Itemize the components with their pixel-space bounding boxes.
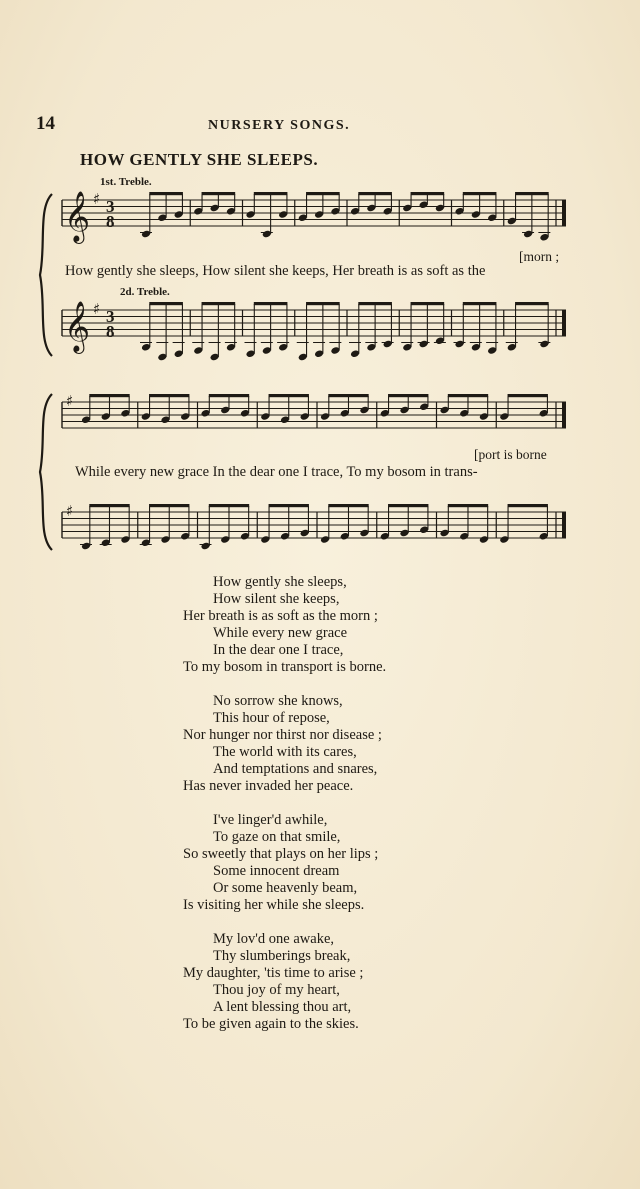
note-beam xyxy=(202,302,236,305)
treble-clef-icon: 𝄞 xyxy=(64,301,91,352)
poem-line: To be given again to the skies. xyxy=(183,1016,359,1032)
lyrics-system-2-continuation: [port is borne xyxy=(474,447,547,462)
poem-stanza xyxy=(0,812,640,914)
poem-line: A lent blessing thou art, xyxy=(213,999,352,1015)
note-beam xyxy=(448,394,488,397)
note-beam xyxy=(515,302,549,305)
note-beam xyxy=(508,394,548,397)
poem-line: While every new grace xyxy=(213,625,348,641)
running-head: NURSERY SONGS. xyxy=(208,118,351,133)
note-beam xyxy=(411,192,445,195)
lyrics-system-2: While every new grace In the dear one I trace, To my bosom in trans- xyxy=(75,464,478,480)
poem-line: And temptations and snares, xyxy=(213,761,378,777)
note-beam xyxy=(448,504,488,507)
treble-2-label: 2d. Treble. xyxy=(120,286,170,298)
poem-line: Thy slumberings break, xyxy=(213,948,351,964)
poem-text xyxy=(0,574,640,1050)
poem-line: In the dear one I trace, xyxy=(213,642,344,658)
note-beam xyxy=(269,504,309,507)
sharp-icon: ♯ xyxy=(66,391,74,410)
system-2-brace xyxy=(30,390,60,554)
note-beam xyxy=(89,504,129,507)
final-bar xyxy=(562,310,566,336)
poem-line: Is visiting her while she sleeps. xyxy=(183,897,365,913)
staff-treble-1 xyxy=(60,186,572,250)
note-beam xyxy=(328,504,368,507)
poem-line: How gently she sleeps, xyxy=(213,574,347,590)
staff-system-2-lower xyxy=(60,498,572,562)
poem-line: How silent she keeps, xyxy=(213,591,340,607)
final-bar xyxy=(562,200,566,226)
poem-line: So sweetly that plays on her lips ; xyxy=(183,846,379,862)
poem-stanza xyxy=(0,574,640,676)
note-beam xyxy=(209,504,249,507)
time-signature-top: 3 xyxy=(106,307,115,326)
system-1-brace xyxy=(30,190,60,360)
note-beam xyxy=(269,394,309,397)
note-beam xyxy=(388,504,428,507)
staff-treble-2 xyxy=(60,296,572,370)
note-beam xyxy=(463,192,497,195)
poem-line: Or some heavenly beam, xyxy=(213,880,358,896)
lyrics-system-1: How gently she sleeps, How silent she keeps, Her breath is as soft as the xyxy=(65,263,486,279)
poem-line: My daughter, 'tis time to arise ; xyxy=(183,965,364,981)
poem-stanza xyxy=(0,693,640,795)
poem-line: I've linger'd awhile, xyxy=(213,812,328,828)
note-beam xyxy=(202,192,236,195)
note-beam xyxy=(149,394,189,397)
poem-stanza xyxy=(0,931,640,1033)
time-signature-bottom: 8 xyxy=(106,212,115,231)
staff-system-2-upper xyxy=(60,388,572,452)
note-beam xyxy=(358,192,392,195)
treble-clef-icon: 𝄞 xyxy=(64,191,91,242)
treble-1-label: 1st. Treble. xyxy=(100,176,152,188)
note-beam xyxy=(411,302,445,305)
poem-line: Nor hunger nor thirst nor disease ; xyxy=(183,727,382,743)
note-beam xyxy=(149,302,183,305)
note-beam xyxy=(328,394,368,397)
poem-line: Her breath is as soft as the morn ; xyxy=(183,608,378,624)
poem-line: This hour of repose, xyxy=(213,710,330,726)
poem-line: Thou joy of my heart, xyxy=(213,982,340,998)
poem-line: The world with its cares, xyxy=(213,744,357,760)
note-beam xyxy=(388,394,428,397)
note-beam xyxy=(254,302,288,305)
note-beam xyxy=(306,192,340,195)
note-beam xyxy=(254,192,288,195)
poem-line: Some innocent dream xyxy=(213,863,340,879)
poem-line: To my bosom in transport is borne. xyxy=(183,659,387,675)
poem-line: To gaze on that smile, xyxy=(213,829,341,845)
note-beam xyxy=(89,394,129,397)
final-bar xyxy=(562,402,566,428)
final-bar xyxy=(562,512,566,538)
poem-line: No sorrow she knows, xyxy=(213,693,343,709)
page-number: 14 xyxy=(36,113,55,134)
note-beam xyxy=(508,504,548,507)
time-signature-bottom: 8 xyxy=(106,322,115,341)
lyrics-system-1-continuation: [morn ; xyxy=(519,249,560,264)
note-beam xyxy=(515,192,549,195)
time-signature-top: 3 xyxy=(106,197,115,216)
song-title: HOW GENTLY SHE SLEEPS. xyxy=(80,150,319,169)
poem-line: Has never invaded her peace. xyxy=(183,778,354,794)
note-beam xyxy=(149,192,183,195)
note-beam xyxy=(463,302,497,305)
note-beam xyxy=(306,302,340,305)
sharp-icon: ♯ xyxy=(66,501,74,520)
note-beam xyxy=(149,504,189,507)
sharp-icon: ♯ xyxy=(93,299,101,318)
note-beam xyxy=(209,394,249,397)
poem-line: My lov'd one awake, xyxy=(213,931,334,947)
note-beam xyxy=(358,302,392,305)
sharp-icon: ♯ xyxy=(93,189,101,208)
